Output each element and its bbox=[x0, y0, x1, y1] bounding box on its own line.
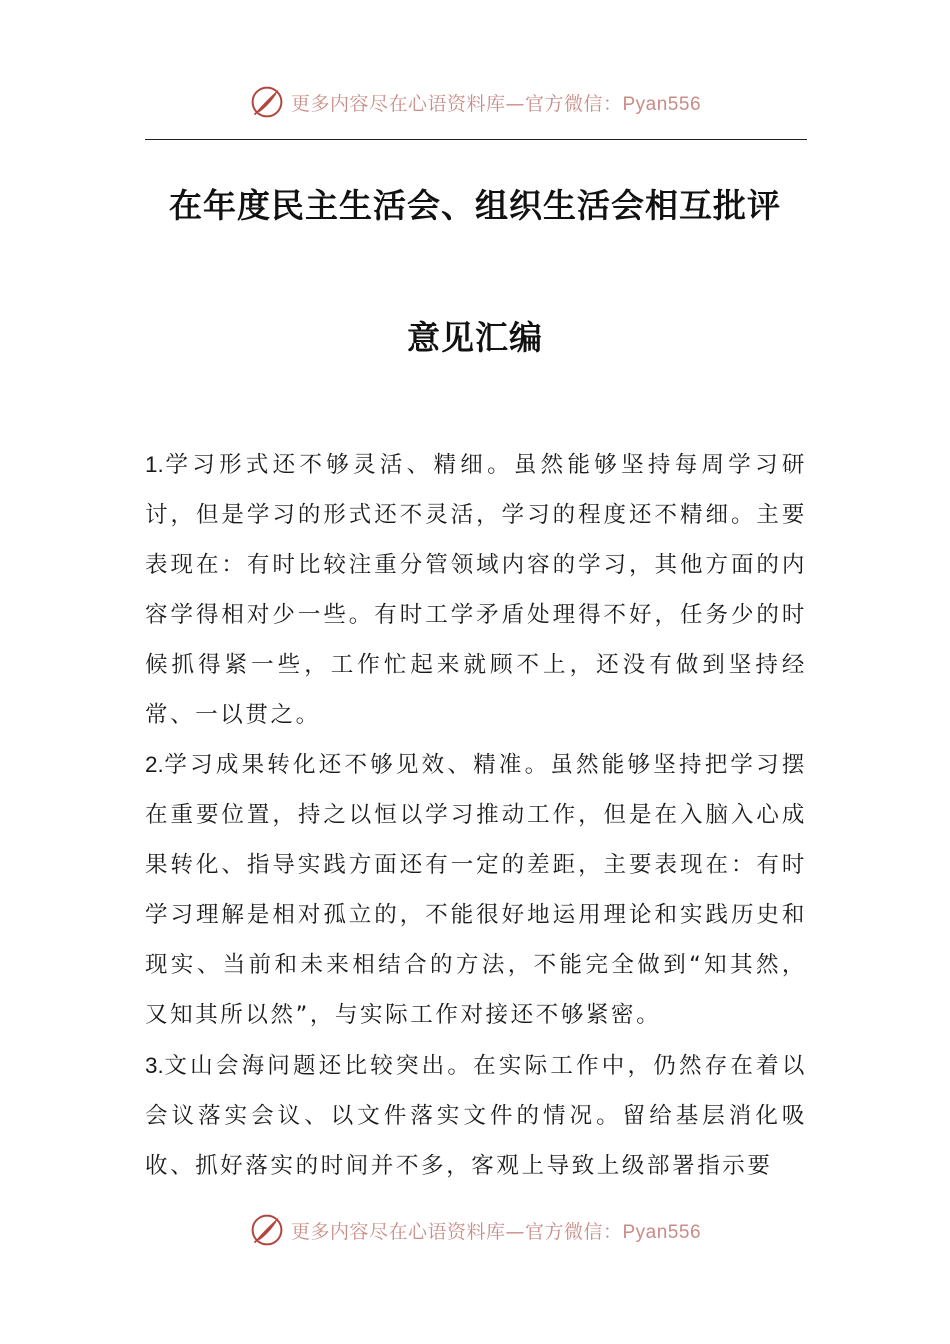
quill-pen-logo-icon bbox=[249, 1212, 285, 1248]
paragraph-text: 文山会海问题还比较突出。在实际工作中，仍然存在着以会议落实会议、以文件落实文件的情况。留给基层消化吸收、抓好落实的时间并不多，客观上导致上级部署指示要 bbox=[145, 1052, 807, 1179]
paragraph-3 bbox=[145, 1041, 807, 1192]
document-title-line-1: 在年度民主生活会、组织生活会相互批评 bbox=[169, 186, 781, 225]
paragraph-number: 1. bbox=[145, 452, 164, 477]
quill-pen-logo-icon bbox=[249, 84, 285, 120]
header-watermark bbox=[0, 82, 950, 122]
watermark-wechat-id: Pyan556 bbox=[622, 93, 702, 115]
document-title-line-2: 意见汇编 bbox=[407, 318, 543, 357]
watermark-wechat-id: Pyan556 bbox=[622, 1221, 702, 1243]
paragraph-1 bbox=[145, 440, 807, 740]
watermark-label: 更多内容尽在心语资料库—官方微信： bbox=[290, 92, 623, 115]
watermark-text bbox=[291, 1217, 701, 1244]
watermark-label: 更多内容尽在心语资料库—官方微信： bbox=[290, 1220, 623, 1243]
document-body bbox=[145, 440, 807, 1192]
footer-watermark bbox=[0, 1210, 950, 1250]
paragraph-number: 3. bbox=[145, 1052, 164, 1078]
paragraph-text: 学习形式还不够灵活、精细。虽然能够坚持每周学习研讨，但是学习的形式还不灵活，学习的程度还不精细。主要表现在：有时比较注重分管领域内容的学习，其他方面的内容学得相对少一些。有时工学矛盾处理得不好，任务少的时候抓得紧一些，工作忙起来就顾不上，还没有做到坚持经常、一以贯之。 bbox=[145, 452, 807, 728]
header-divider bbox=[145, 139, 807, 140]
paragraph-text: 学习成果转化还不够见效、精准。虽然能够坚持把学习摆在重要位置，持之以恒以学习推动工作，但是在入脑入心成果转化、指导实践方面还有一定的差距，主要表现在：有时学习理解是相对孤立的，不能很好地运用理论和实践历史和现实、当前和未来相结合的方法，不能完全做到“知其然，又知其所以然”，与实际工作对接还不够紧密。 bbox=[145, 752, 807, 1028]
watermark-text bbox=[291, 89, 701, 116]
paragraph-number: 2. bbox=[145, 752, 164, 778]
paragraph-2 bbox=[145, 740, 807, 1040]
